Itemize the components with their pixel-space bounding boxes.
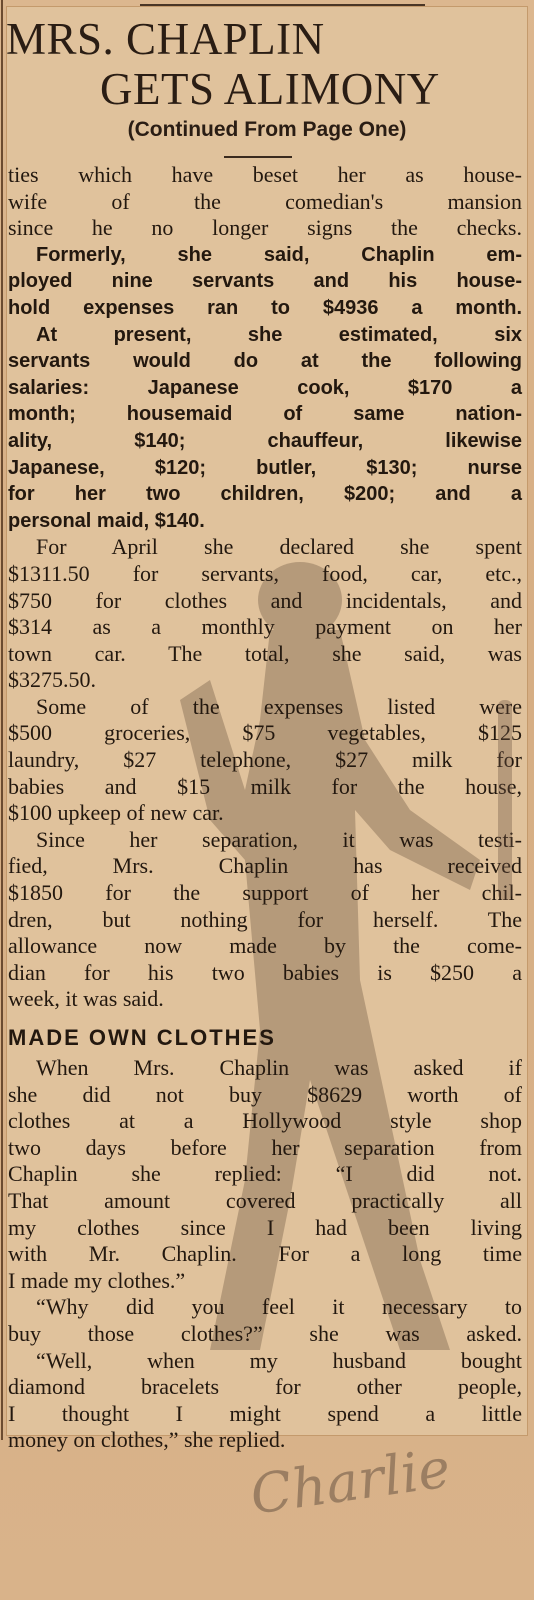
- article-line: Formerly, she said, Chaplin em-: [36, 243, 522, 266]
- article-line: I made my clothes.”: [8, 1267, 186, 1293]
- article-line: Japanese, $120; butler, $130; nurse: [8, 456, 522, 479]
- article-line: At present, she estimated, six: [36, 323, 522, 346]
- article-line: $1850 for the support of her chil-: [8, 880, 522, 906]
- article-line: dren, but nothing for herself. The: [8, 906, 522, 932]
- article-line: dian for his two babies is $250 a: [8, 959, 522, 985]
- article-line: two days before her separation from: [8, 1134, 522, 1160]
- article-line: ality, $140; chauffeur, likewise: [8, 429, 522, 452]
- article-line: “Why did you feel it necessary to: [36, 1294, 522, 1320]
- article-line: clothes at a Hollywood style shop: [8, 1108, 522, 1134]
- article-line: week, it was said.: [8, 986, 164, 1012]
- article-line: $100 upkeep of new car.: [8, 800, 224, 826]
- side-stamp-mark: [490, 700, 520, 900]
- article-line: servants would do at the following: [8, 350, 522, 373]
- article-line: town car. The total, she said, was: [8, 640, 522, 666]
- article-line: fied, Mrs. Chaplin has received: [8, 853, 522, 879]
- article-line: For April she declared she spent: [36, 534, 522, 560]
- article-line: Chaplin she replied: “I did not.: [8, 1161, 522, 1187]
- article-line: for her two children, $200; and a: [8, 483, 522, 506]
- article-line: my clothes since I had been living: [8, 1214, 522, 1240]
- article-line: $3275.50.: [8, 667, 96, 693]
- article-line: month; housemaid of same nation-: [8, 403, 522, 426]
- subheading: MADE OWN CLOTHES: [8, 1025, 276, 1050]
- column-border: [1, 0, 3, 1440]
- article-line: ployed nine servants and his house-: [8, 270, 522, 293]
- article-line: babies and $15 milk for the house,: [8, 773, 522, 799]
- article-line: I thought I might spend a little: [8, 1400, 522, 1426]
- article-line: money on clothes,” she replied.: [8, 1427, 286, 1453]
- headline-line-2: GETS ALIMONY: [100, 64, 440, 114]
- article-line: wife of the comedian's mansion: [8, 188, 522, 214]
- article-line: with Mr. Chaplin. For a long time: [8, 1241, 522, 1267]
- headline-line-1: MRS. CHAPLIN: [6, 14, 325, 64]
- article-line: Since her separation, it was testi-: [36, 826, 522, 852]
- article-line: When Mrs. Chaplin was asked if: [36, 1055, 522, 1080]
- top-rule: [140, 4, 425, 6]
- article-line: diamond bracelets for other people,: [8, 1374, 522, 1400]
- article-line: $314 as a monthly payment on her: [8, 614, 522, 640]
- article-line: That amount covered practically all: [8, 1187, 522, 1213]
- divider: [224, 156, 292, 158]
- article-line: laundry, $27 telephone, $27 milk for: [8, 747, 522, 773]
- article-line: $1311.50 for servants, food, car, etc.,: [8, 560, 522, 586]
- article-line: $500 groceries, $75 vegetables, $125: [8, 720, 522, 746]
- article-line: hold expenses ran to $4936 a month.: [8, 296, 522, 319]
- article-line: buy those clothes?” she was asked.: [8, 1320, 522, 1346]
- article-body: [8, 162, 522, 1454]
- article-line: Some of the expenses listed were: [36, 693, 522, 719]
- article-line: ties which have beset her as house-: [8, 162, 522, 187]
- article-line: personal maid, $140.: [8, 509, 205, 532]
- handwritten-signature: Charlie: [246, 1436, 455, 1527]
- article-line: $750 for clothes and incidentals, and: [8, 587, 522, 613]
- article-line: salaries: Japanese cook, $170 a: [8, 376, 522, 399]
- continued-note: (Continued From Page One): [127, 118, 407, 141]
- article-line: she did not buy $8629 worth of: [8, 1081, 522, 1107]
- article-line: since he no longer signs the checks.: [8, 215, 522, 241]
- article-line: “Well, when my husband bought: [36, 1347, 522, 1373]
- article-line: allowance now made by the come-: [8, 933, 522, 959]
